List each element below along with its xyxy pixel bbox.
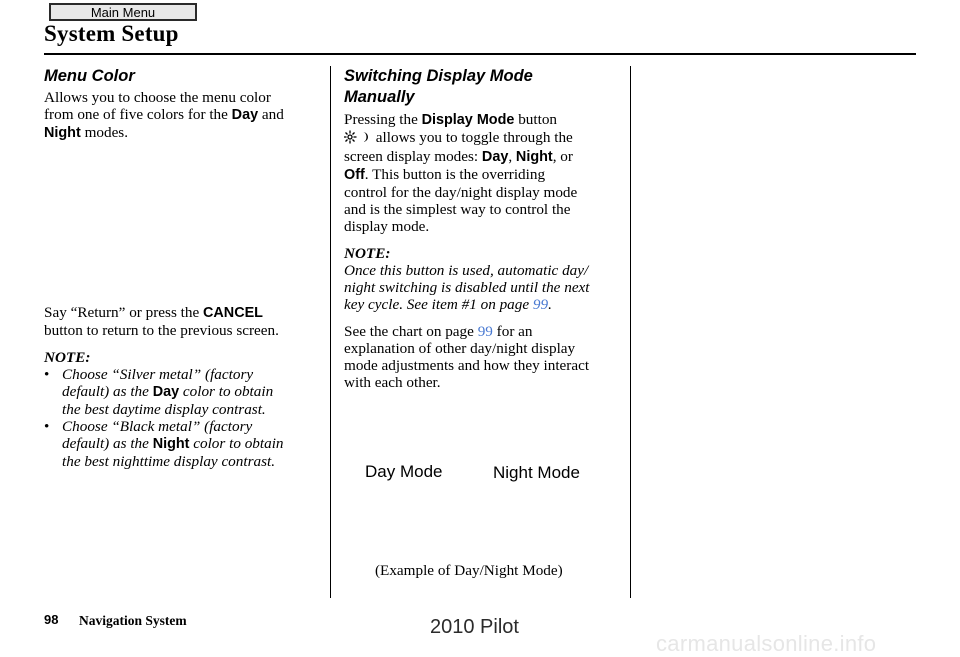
- off-term: Off: [344, 167, 365, 183]
- notes-list: [44, 366, 316, 470]
- note-label: NOTE:: [344, 245, 391, 262]
- text: .: [548, 296, 552, 313]
- page-number: 98: [44, 612, 59, 627]
- text: for an: [496, 323, 533, 340]
- page-link[interactable]: 99: [477, 323, 493, 340]
- night-mode-label: Night Mode: [493, 463, 580, 482]
- text: ,: [508, 148, 516, 165]
- heading-line: Manually: [344, 88, 415, 106]
- text: , or: [552, 148, 573, 165]
- menu-color-heading: Menu Color: [44, 67, 135, 85]
- text: Allows you to choose the menu color: [44, 89, 271, 106]
- page-link[interactable]: 99: [532, 296, 549, 313]
- text: explanation of other day/night display: [344, 340, 576, 357]
- text: the best daytime display contrast.: [62, 401, 266, 418]
- text: from one of five colors for the: [44, 106, 228, 123]
- night-term: Night: [152, 436, 190, 452]
- text: color to obtain: [193, 435, 284, 452]
- text: allows you to toggle through the: [375, 129, 573, 146]
- heading-line: Switching Display Mode: [344, 67, 533, 85]
- display-mode-term: Display Mode: [421, 112, 515, 128]
- figure-caption: (Example of Day/Night Mode): [375, 562, 563, 579]
- text: See the chart on page: [344, 323, 474, 340]
- switching-note: [344, 262, 622, 313]
- text: default) as the: [62, 435, 149, 452]
- switching-section: [344, 66, 622, 391]
- text: . This button is the overriding: [364, 166, 546, 183]
- day-term: Day: [152, 384, 180, 400]
- text: key cycle. See item #1 on page: [344, 296, 530, 313]
- list-item: [44, 366, 316, 418]
- text: Once this button is used, automatic day/: [344, 262, 589, 279]
- switching-heading: [344, 66, 622, 108]
- text: mode adjustments and how they interact: [344, 357, 590, 374]
- text: Say “Return” or press the: [44, 304, 200, 321]
- text: default) as the: [62, 383, 149, 400]
- text: and: [261, 106, 284, 123]
- menu-color-intro: [44, 89, 316, 142]
- footer-title: Navigation System: [79, 613, 187, 628]
- model-watermark: 2010 Pilot: [430, 616, 519, 638]
- text: modes.: [84, 124, 129, 141]
- text: button to return to the previous screen.: [44, 322, 279, 339]
- text: display mode.: [344, 218, 430, 235]
- text: with each other.: [344, 374, 441, 391]
- text: screen display modes:: [344, 148, 479, 165]
- site-watermark: carmanualsonline.info: [656, 631, 877, 656]
- note-label: NOTE:: [44, 349, 91, 366]
- text: button: [518, 111, 558, 128]
- text: control for the day/night display mode: [344, 184, 578, 201]
- text: night switching is disabled until the next: [344, 279, 590, 296]
- return-instruction: [44, 304, 316, 339]
- list-item: [44, 418, 316, 470]
- day-term: Day: [481, 149, 509, 165]
- text: Choose “Silver metal” (factory: [62, 366, 254, 383]
- night-term: Night: [44, 125, 81, 141]
- page-title: System Setup: [44, 21, 179, 46]
- day-term: Day: [231, 107, 259, 123]
- day-mode-label: Day Mode: [365, 462, 443, 481]
- text: and is the simplest way to control the: [344, 201, 571, 218]
- text: color to obtain: [182, 383, 274, 400]
- column-divider: [330, 66, 331, 598]
- main-menu-button[interactable]: Main Menu: [49, 3, 197, 21]
- cancel-term: CANCEL: [203, 305, 263, 321]
- column-divider: [630, 66, 631, 598]
- title-divider: [44, 53, 916, 55]
- night-term: Night: [515, 149, 553, 165]
- text: Pressing the: [344, 111, 418, 128]
- menu-color-section: [44, 66, 316, 470]
- chart-reference: [344, 323, 622, 391]
- switching-paragraph: [344, 111, 622, 235]
- text: Choose “Black metal” (factory: [62, 418, 253, 435]
- text: the best nighttime display contrast.: [62, 453, 276, 470]
- sun-moon-icon: [344, 130, 372, 148]
